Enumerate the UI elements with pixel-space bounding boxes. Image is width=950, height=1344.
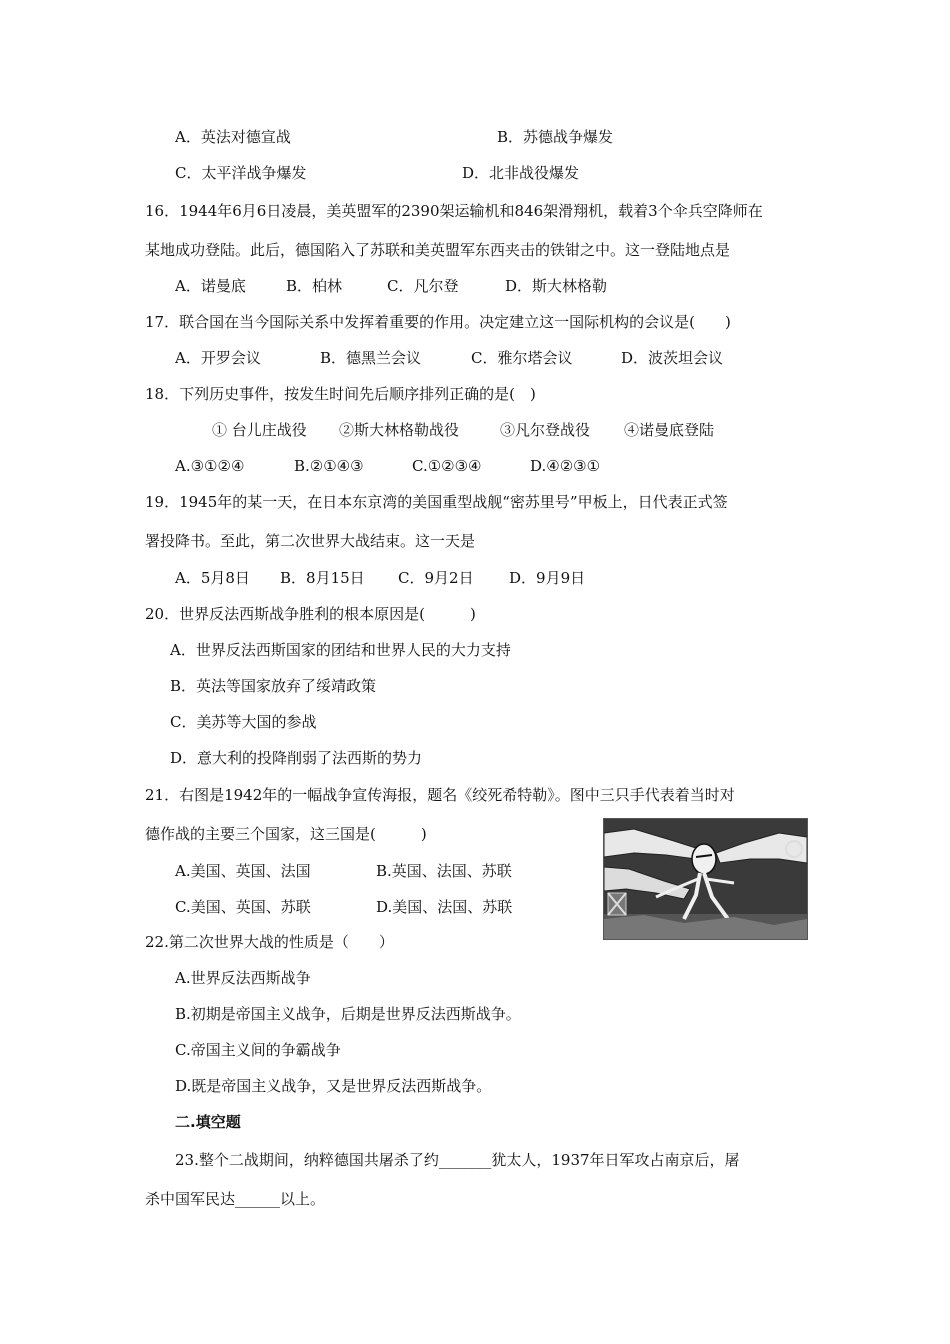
q16-option-b: B．柏林 xyxy=(286,277,343,295)
q23-stem-line2: 杀中国军民达______以上。 xyxy=(145,1190,326,1208)
q18-stem: 18．下列历史事件，按发生时间先后顺序排列正确的是( ) xyxy=(145,385,536,403)
q20-option-c: C．美苏等大国的参战 xyxy=(170,713,317,731)
q17-option-b: B．德黑兰会议 xyxy=(320,349,422,367)
q17-stem: 17．联合国在当今国际关系中发挥着重要的作用。决定建立这一国际机构的会议是( ) xyxy=(145,313,731,331)
q18-option-a: A.③①②④ xyxy=(175,457,245,475)
q23-stem-line1: 23.整个二战期间，纳粹德国共屠杀了约_______犹太人，1937年日军攻占南京后，屠 xyxy=(175,1151,740,1169)
q19-stem-line2: 署投降书。至此，第二次世界大战结束。这一天是 xyxy=(145,532,476,550)
q15-option-d: D．北非战役爆发 xyxy=(462,164,580,182)
hang-hitler-poster-illustration xyxy=(604,819,807,939)
q16-option-a: A．诺曼底 xyxy=(175,277,246,295)
q16-option-d: D．斯大林格勒 xyxy=(505,277,608,295)
q17-option-a: A．开罗会议 xyxy=(175,349,261,367)
q18-event-4: ④诺曼底登陆 xyxy=(624,421,715,439)
q21-option-c: C.美国、英国、苏联 xyxy=(175,898,311,916)
q19-option-d: D．9月9日 xyxy=(509,569,586,587)
q21-stem-line2: 德作战的主要三个国家，这三国是( ) xyxy=(145,825,427,843)
q20-stem: 20．世界反法西斯战争胜利的根本原因是( ) xyxy=(145,605,476,623)
q21-option-d: D.美国、法国、苏联 xyxy=(376,898,513,916)
q20-option-d: D．意大利的投降削弱了法西斯的势力 xyxy=(170,749,423,767)
q20-option-b: B．英法等国家放弃了绥靖政策 xyxy=(170,677,377,695)
q19-option-a: A．5月8日 xyxy=(175,569,250,587)
q22-option-a: A.世界反法西斯战争 xyxy=(175,969,311,987)
q15-option-a: A．英法对德宣战 xyxy=(175,128,291,146)
q18-event-2: ②斯大林格勒战役 xyxy=(339,421,460,439)
q18-event-1: ① 台儿庄战役 xyxy=(212,421,307,439)
q19-option-c: C．9月2日 xyxy=(398,569,474,587)
q22-stem: 22.第二次世界大战的性质是（ ） xyxy=(145,933,394,951)
q16-stem-line2: 某地成功登陆。此后，德国陷入了苏联和美英盟军东西夹击的铁钳之中。这一登陆地点是 xyxy=(145,241,731,259)
q16-option-c: C．凡尔登 xyxy=(387,277,459,295)
q22-option-c: C.帝国主义间的争霸战争 xyxy=(175,1041,341,1059)
q22-option-d: D.既是帝国主义战争，又是世界反法西斯战争。 xyxy=(175,1077,492,1095)
war-poster-image xyxy=(603,818,808,940)
q16-stem-line1: 16．1944年6月6日凌晨，美英盟军的2390架运输机和846架滑翔机，载着3个伞兵空降师在 xyxy=(145,202,763,220)
q19-stem-line1: 19．1945年的某一天，在日本东京湾的美国重型战舰“密苏里号”甲板上，日代表正式签 xyxy=(145,493,728,511)
q19-option-b: B．8月15日 xyxy=(280,569,365,587)
q18-option-b: B.②①④③ xyxy=(294,457,364,475)
q18-event-3: ③凡尔登战役 xyxy=(500,421,591,439)
q17-option-d: D．波茨坦会议 xyxy=(621,349,724,367)
q22-option-b: B.初期是帝国主义战争，后期是世界反法西斯战争。 xyxy=(175,1005,521,1023)
q15-option-c: C．太平洋战争爆发 xyxy=(175,164,307,182)
q18-option-c: C.①②③④ xyxy=(412,457,482,475)
q15-option-b: B．苏德战争爆发 xyxy=(497,128,614,146)
q21-stem-line1: 21．右图是1942年的一幅战争宣传海报，题名《绞死希特勒》。图中三只手代表着当时对 xyxy=(145,786,735,804)
q18-option-d: D.④②③① xyxy=(530,457,601,475)
q20-option-a: A．世界反法西斯国家的团结和世界人民的大力支持 xyxy=(170,641,511,659)
q17-option-c: C．雅尔塔会议 xyxy=(471,349,573,367)
section-title-fill-in: 二.填空题 xyxy=(175,1113,241,1131)
q21-option-a: A.美国、英国、法国 xyxy=(175,862,311,880)
q21-option-b: B.英国、法国、苏联 xyxy=(376,862,512,880)
